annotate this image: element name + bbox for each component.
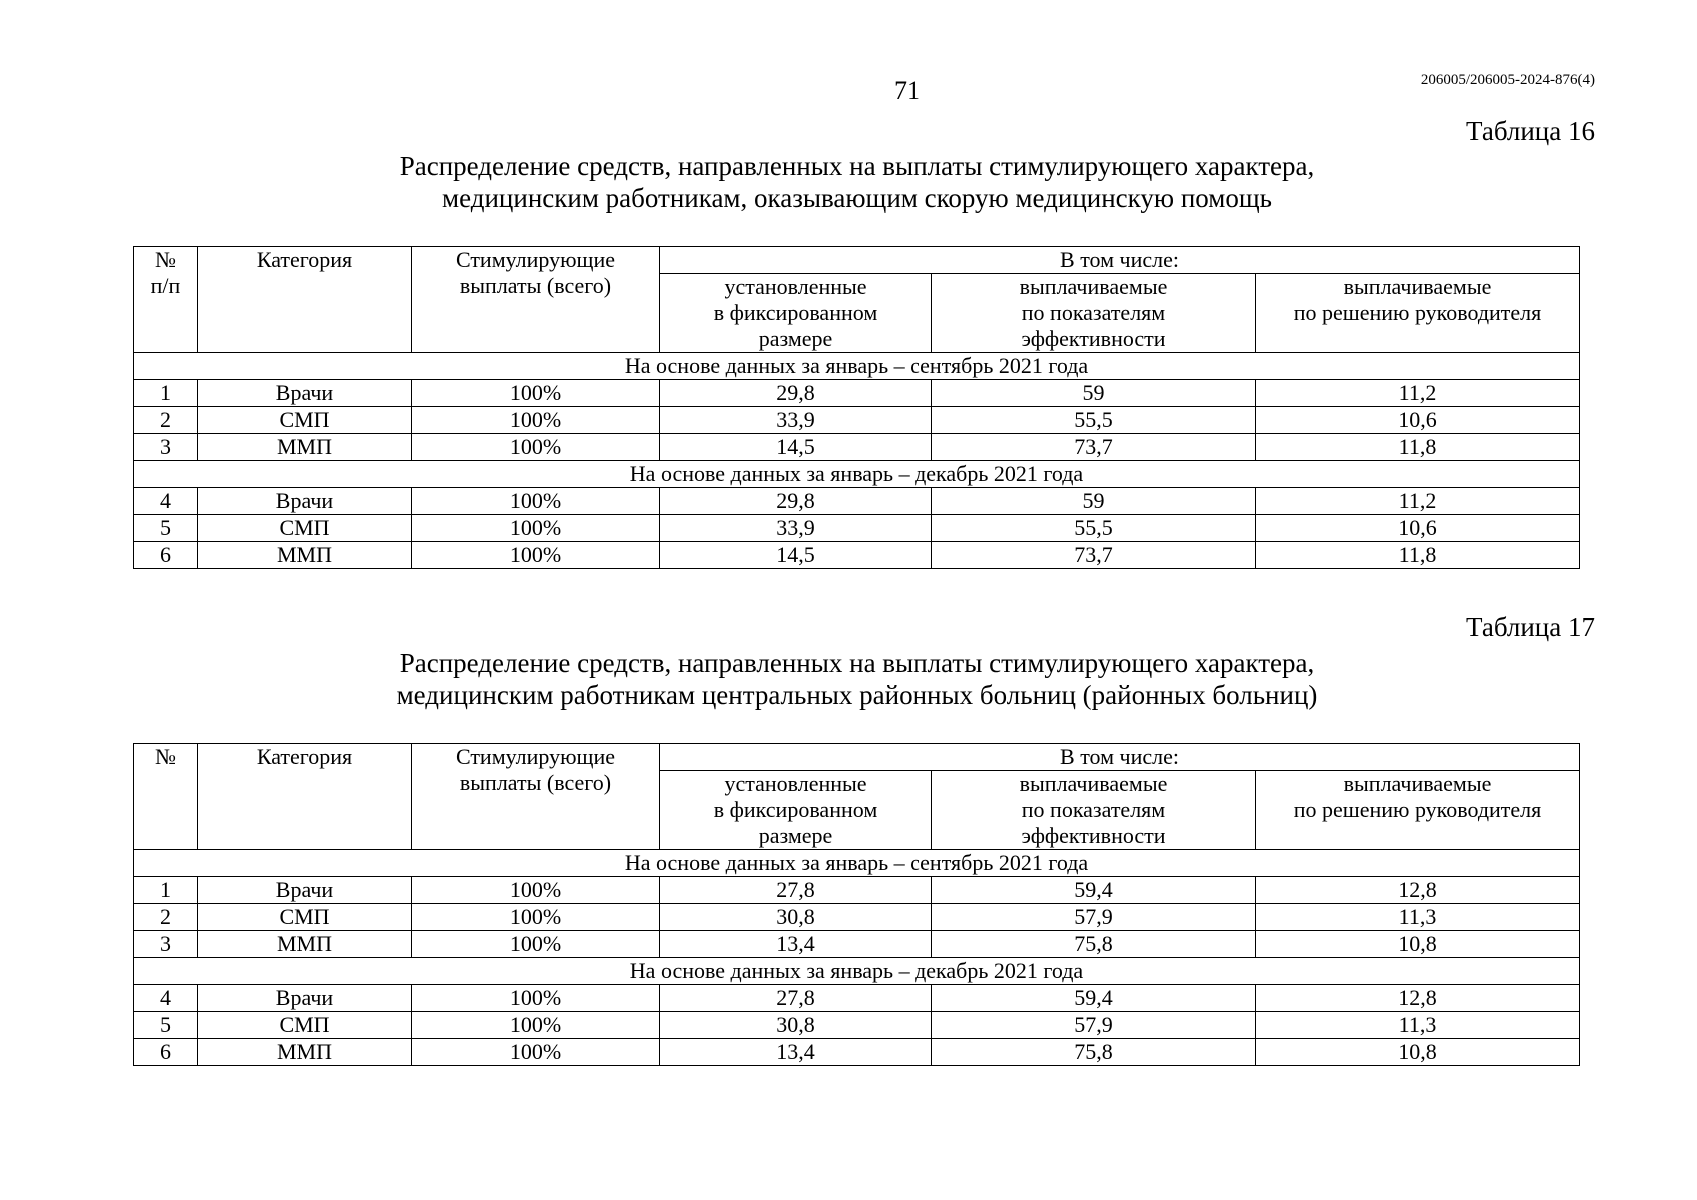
table-header-row <box>134 247 1580 274</box>
cell-total: 100% <box>412 488 660 515</box>
cell-management: 10,6 <box>1256 407 1580 434</box>
cell-management: 11,8 <box>1256 542 1580 569</box>
table-row <box>134 434 1580 461</box>
cell-total: 100% <box>412 1012 660 1039</box>
cell-total: 100% <box>412 407 660 434</box>
column-header-fixed <box>660 274 932 353</box>
document-id: 206005/206005-2024-876(4) <box>1420 72 1595 88</box>
cell-management: 12,8 <box>1256 985 1580 1012</box>
table-row <box>134 407 1580 434</box>
cell-category: СМП <box>198 407 412 434</box>
header-line: Стимулирующие <box>455 247 616 272</box>
table-16-title-line-1: Распределение средств, направленных на выплаты стимулирующего характера, <box>399 151 1315 181</box>
cell-total: 100% <box>412 515 660 542</box>
cell-performance: 55,5 <box>932 407 1256 434</box>
header-line: выплаты (всего) <box>459 770 612 795</box>
cell-number: 6 <box>134 1039 198 1066</box>
cell-performance: 59,4 <box>932 877 1256 904</box>
table-16-title <box>133 150 1581 214</box>
header-line: выплачиваемые <box>1343 771 1492 796</box>
cell-category: ММП <box>198 931 412 958</box>
cell-performance: 75,8 <box>932 931 1256 958</box>
cell-performance: 73,7 <box>932 434 1256 461</box>
section-label: На основе данных за январь – декабрь 2021 года <box>134 958 1580 985</box>
cell-fixed: 13,4 <box>660 931 932 958</box>
column-header-performance <box>932 771 1256 850</box>
header-line: выплачиваемые <box>1019 274 1168 299</box>
header-line: Категория <box>256 247 353 272</box>
column-header-category <box>198 247 412 353</box>
cell-total: 100% <box>412 931 660 958</box>
cell-fixed: 14,5 <box>660 434 932 461</box>
cell-number: 2 <box>134 407 198 434</box>
cell-number: 3 <box>134 931 198 958</box>
table-row <box>134 1039 1580 1066</box>
page-number: 71 <box>894 76 920 105</box>
cell-category: ММП <box>198 1039 412 1066</box>
header-line: в фиксированном <box>713 300 878 325</box>
column-header-performance <box>932 274 1256 353</box>
cell-total: 100% <box>412 380 660 407</box>
section-label: На основе данных за январь – сентябрь 2021 года <box>134 353 1580 380</box>
header-line: размере <box>758 823 833 848</box>
column-header-category <box>198 744 412 850</box>
cell-management: 12,8 <box>1256 877 1580 904</box>
cell-performance: 55,5 <box>932 515 1256 542</box>
table-16-caption: Таблица 16 <box>1466 116 1595 146</box>
cell-fixed: 33,9 <box>660 407 932 434</box>
cell-management: 10,6 <box>1256 515 1580 542</box>
header-line: выплачиваемые <box>1343 274 1492 299</box>
section-row <box>134 850 1580 877</box>
cell-management: 11,8 <box>1256 434 1580 461</box>
header-line: в фиксированном <box>713 797 878 822</box>
section-row <box>134 461 1580 488</box>
cell-performance: 57,9 <box>932 1012 1256 1039</box>
header-line: № <box>155 744 176 769</box>
header-line: п/п <box>150 273 181 298</box>
table-row <box>134 515 1580 542</box>
table-17-title-line-2: медицинским работникам центральных районных больниц (районных больниц) <box>396 680 1318 710</box>
table-16-title-line-2: медицинским работникам, оказывающим скорую медицинскую помощь <box>442 183 1272 213</box>
cell-management: 11,2 <box>1256 380 1580 407</box>
table-header-row <box>134 744 1580 771</box>
column-header-management <box>1256 274 1580 353</box>
cell-total: 100% <box>412 985 660 1012</box>
cell-performance: 75,8 <box>932 1039 1256 1066</box>
header-line: эффективности <box>1021 823 1166 848</box>
header-line: размере <box>758 326 833 351</box>
cell-fixed: 29,8 <box>660 488 932 515</box>
cell-fixed: 30,8 <box>660 904 932 931</box>
table-17-title <box>133 647 1581 711</box>
cell-performance: 59 <box>932 380 1256 407</box>
cell-number: 1 <box>134 380 198 407</box>
cell-category: Врачи <box>198 877 412 904</box>
table-row <box>134 1012 1580 1039</box>
cell-category: СМП <box>198 1012 412 1039</box>
header-line: по показателям <box>1021 797 1166 822</box>
cell-management: 11,2 <box>1256 488 1580 515</box>
column-header-management <box>1256 771 1580 850</box>
section-row <box>134 353 1580 380</box>
cell-number: 4 <box>134 488 198 515</box>
column-header-including: В том числе: <box>660 247 1580 274</box>
table-row <box>134 985 1580 1012</box>
header-line: Категория <box>256 744 353 769</box>
header-line: выплаты (всего) <box>459 273 612 298</box>
section-label: На основе данных за январь – сентябрь 2021 года <box>134 850 1580 877</box>
header-line: Стимулирующие <box>455 744 616 769</box>
table-17-title-line-1: Распределение средств, направленных на выплаты стимулирующего характера, <box>399 648 1315 678</box>
cell-fixed: 27,8 <box>660 877 932 904</box>
table-17 <box>133 743 1580 1066</box>
cell-fixed: 14,5 <box>660 542 932 569</box>
cell-category: СМП <box>198 904 412 931</box>
cell-number: 2 <box>134 904 198 931</box>
header-line: по показателям <box>1021 300 1166 325</box>
cell-number: 5 <box>134 515 198 542</box>
column-header-total <box>412 247 660 353</box>
cell-category: СМП <box>198 515 412 542</box>
column-header-total <box>412 744 660 850</box>
cell-total: 100% <box>412 434 660 461</box>
cell-number: 6 <box>134 542 198 569</box>
table-16 <box>133 246 1580 569</box>
section-label: На основе данных за январь – декабрь 2021 года <box>134 461 1580 488</box>
cell-management: 11,3 <box>1256 904 1580 931</box>
cell-management: 10,8 <box>1256 931 1580 958</box>
header-line: эффективности <box>1021 326 1166 351</box>
cell-fixed: 33,9 <box>660 515 932 542</box>
cell-performance: 59 <box>932 488 1256 515</box>
cell-number: 1 <box>134 877 198 904</box>
column-header-number <box>134 744 198 850</box>
cell-category: ММП <box>198 542 412 569</box>
cell-number: 5 <box>134 1012 198 1039</box>
cell-performance: 73,7 <box>932 542 1256 569</box>
header-line: установленные <box>724 771 867 796</box>
cell-total: 100% <box>412 904 660 931</box>
table-17-caption: Таблица 17 <box>1466 612 1595 642</box>
cell-category: Врачи <box>198 985 412 1012</box>
table-row <box>134 488 1580 515</box>
column-header-number <box>134 247 198 353</box>
column-header-fixed <box>660 771 932 850</box>
header-line: по решению руководителя <box>1293 797 1542 822</box>
header-line: установленные <box>724 274 867 299</box>
table-row <box>134 380 1580 407</box>
cell-fixed: 30,8 <box>660 1012 932 1039</box>
cell-total: 100% <box>412 1039 660 1066</box>
cell-total: 100% <box>412 542 660 569</box>
cell-management: 10,8 <box>1256 1039 1580 1066</box>
cell-number: 3 <box>134 434 198 461</box>
cell-category: ММП <box>198 434 412 461</box>
cell-fixed: 13,4 <box>660 1039 932 1066</box>
cell-performance: 57,9 <box>932 904 1256 931</box>
header-line: выплачиваемые <box>1019 771 1168 796</box>
column-header-including: В том числе: <box>660 744 1580 771</box>
section-row <box>134 958 1580 985</box>
table-row <box>134 542 1580 569</box>
cell-fixed: 29,8 <box>660 380 932 407</box>
cell-performance: 59,4 <box>932 985 1256 1012</box>
cell-fixed: 27,8 <box>660 985 932 1012</box>
table-row <box>134 931 1580 958</box>
cell-management: 11,3 <box>1256 1012 1580 1039</box>
cell-total: 100% <box>412 877 660 904</box>
table-row <box>134 904 1580 931</box>
header-line: по решению руководителя <box>1293 300 1542 325</box>
header-line: № <box>155 247 176 272</box>
cell-number: 4 <box>134 985 198 1012</box>
table-row <box>134 877 1580 904</box>
cell-category: Врачи <box>198 380 412 407</box>
cell-category: Врачи <box>198 488 412 515</box>
